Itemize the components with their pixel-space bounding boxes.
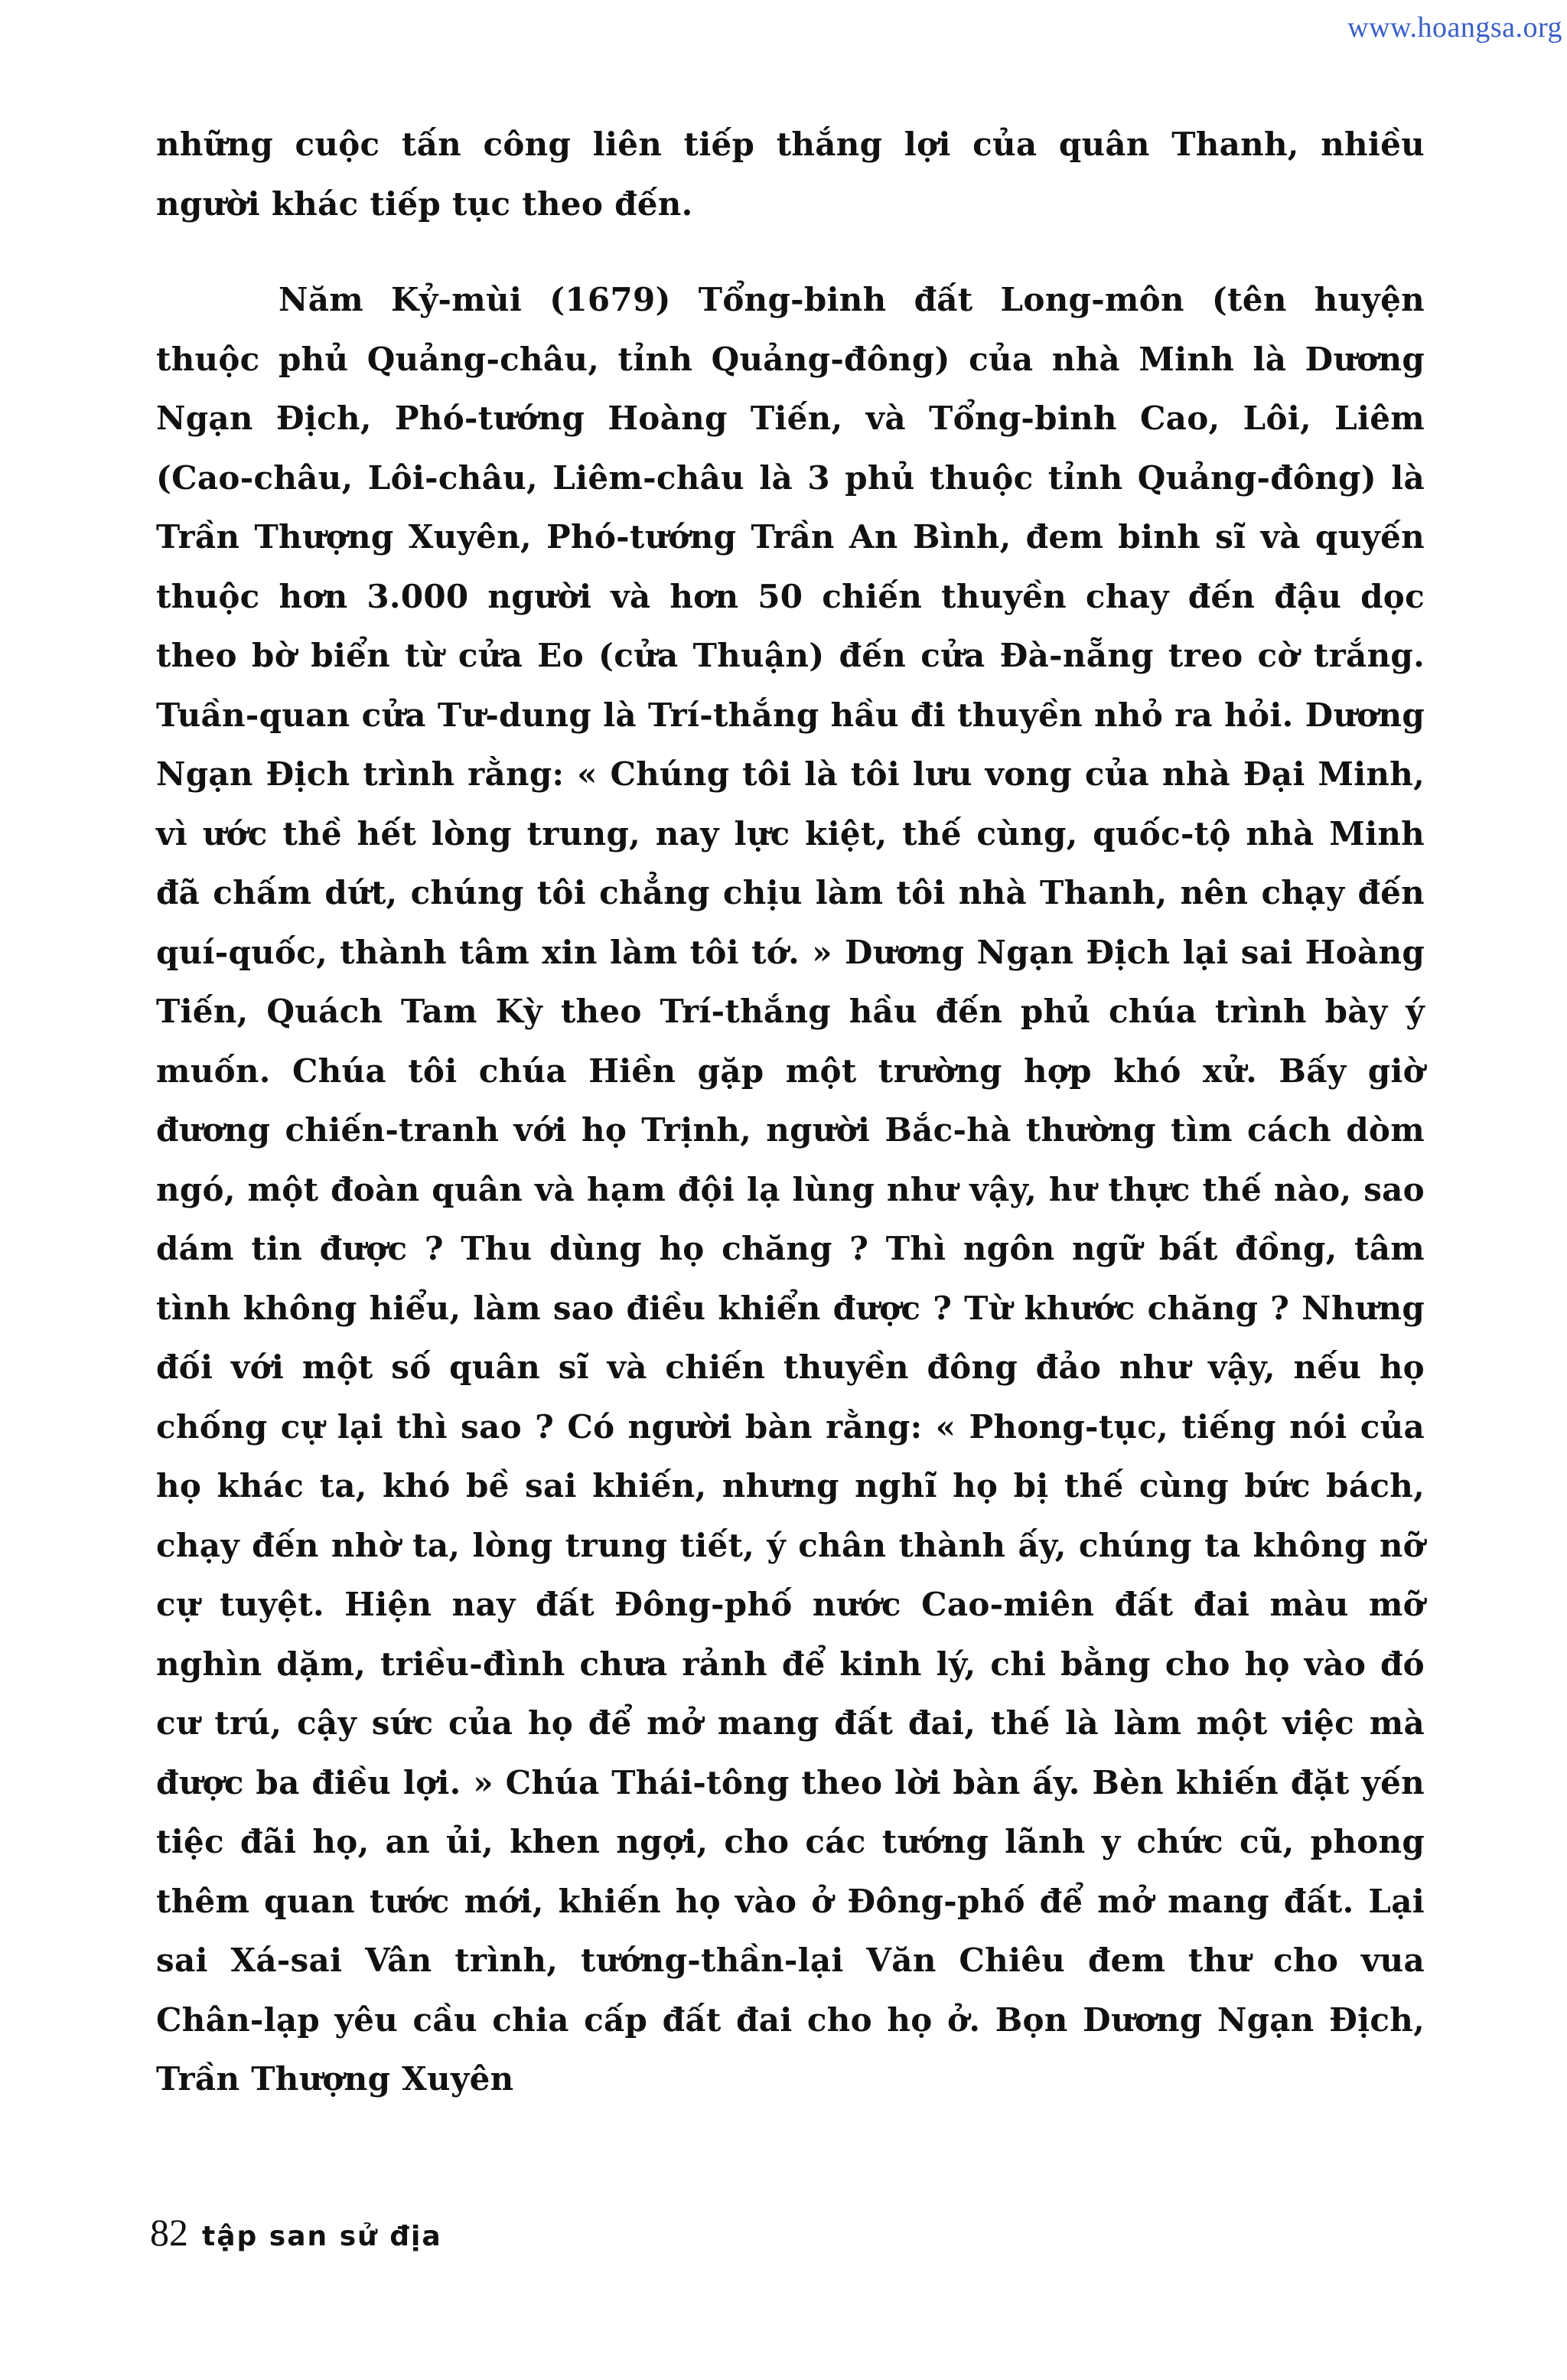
- page-footer: [150, 2210, 442, 2254]
- paragraph-continuation: những cuộc tấn công liên tiếp thắng lợi của quân Thanh, nhiều người khác tiếp tục theo đến.: [156, 126, 1425, 223]
- page-number: 82: [150, 2211, 188, 2254]
- journal-title: tập san sử địa: [202, 2221, 442, 2252]
- watermark: www.hoangsa.org: [1347, 11, 1562, 44]
- page-body: [156, 115, 1425, 2109]
- paragraph-main: Năm Kỷ-mùi (1679) Tổng-binh đất Long-môn (tên huyện thuộc phủ Quảng-châu, tỉnh Quảng-đông) của nhà Minh là Dương Ngạn Địch, Phó-tướng Hoàng Tiến, và Tổng-binh Cao, Lôi, Liêm (Cao-châu, Lôi-châu, Liêm-châu là 3 phủ thuộc tỉnh Quảng-đông) là Trần Thượng Xuyên, Phó-tướng Trần An Bình, đem binh sĩ và quyến thuộc hơn 3.000 người và hơn 50 chiến thuyền chay đến đậu dọc theo bờ biển từ cửa Eo (cửa Thuận) đến cửa Đà-nẵng treo cờ trắng. Tuần-quan cửa Tư-dung là Trí-thắng hầu đi thuyền nhỏ ra hỏi. Dương Ngạn Địch trình rằng: « Chúng tôi là tôi lưu vong của nhà Đại Minh, vì ước thề hết lòng trung, nay lực kiệt, thế cùng, quốc-tộ nhà Minh đã chấm dứt, chúng tôi chẳng chịu làm tôi nhà Thanh, nên chạy đến quí-quốc, thành tâm xin làm tôi tớ. » Dương Ngạn Địch lại sai Hoàng Tiến, Quách Tam Kỳ theo Trí-thắng hầu đến phủ chúa trình bày ý muốn. Chúa tôi chúa Hiền gặp một trường hợp khó xử. Bấy giờ đương chiến-tranh với họ Trịnh, người Bắc-hà thường tìm cách dòm ngó, một đoàn quân và hạm đội lạ lùng như vậy, hư thực thế nào, sao dám tin được ? Thu dùng họ chăng ? Thì ngôn ngữ bất đồng, tâm tình không hiểu, làm sao điều khiển được ? Từ khước chăng ? Nhưng đối với một số quân sĩ và chiến thuyền đông đảo như vậy, nếu họ chống cự lại thì sao ? Có người bàn rằng: « Phong-tục, tiếng nói của họ khác ta, khó bề sai khiến, nhưng nghĩ họ bị thế cùng bức bách, chạy đến nhờ ta, lòng trung tiết, ý chân thành ấy, chúng ta không nỡ cự tuyệt. Hiện nay đất Đông-phố nước Cao-miên đất đai màu mỡ nghìn dặm, triều-đình chưa rảnh để kinh lý, chi bằng cho họ vào đó cư trú, cậy sức của họ để mở mang đất đai, thế là làm một việc mà được ba điều lợi. » Chúa Thái-tông theo lời bàn ấy. Bèn khiến đặt yến tiệc đãi họ, an ủi, khen ngợi, cho các tướng lãnh y chức cũ, phong thêm quan tước mới, khiến họ vào ở Đông-phố để mở mang đất. Lại sai Xá-sai Vân trình, tướng-thần-lại Văn Chiêu đem thư cho vua Chân-lạp yêu cầu chia cấp đất đai cho họ ở. Bọn Dương Ngạn Địch, Trần Thượng Xuyên: [156, 281, 1425, 2098]
